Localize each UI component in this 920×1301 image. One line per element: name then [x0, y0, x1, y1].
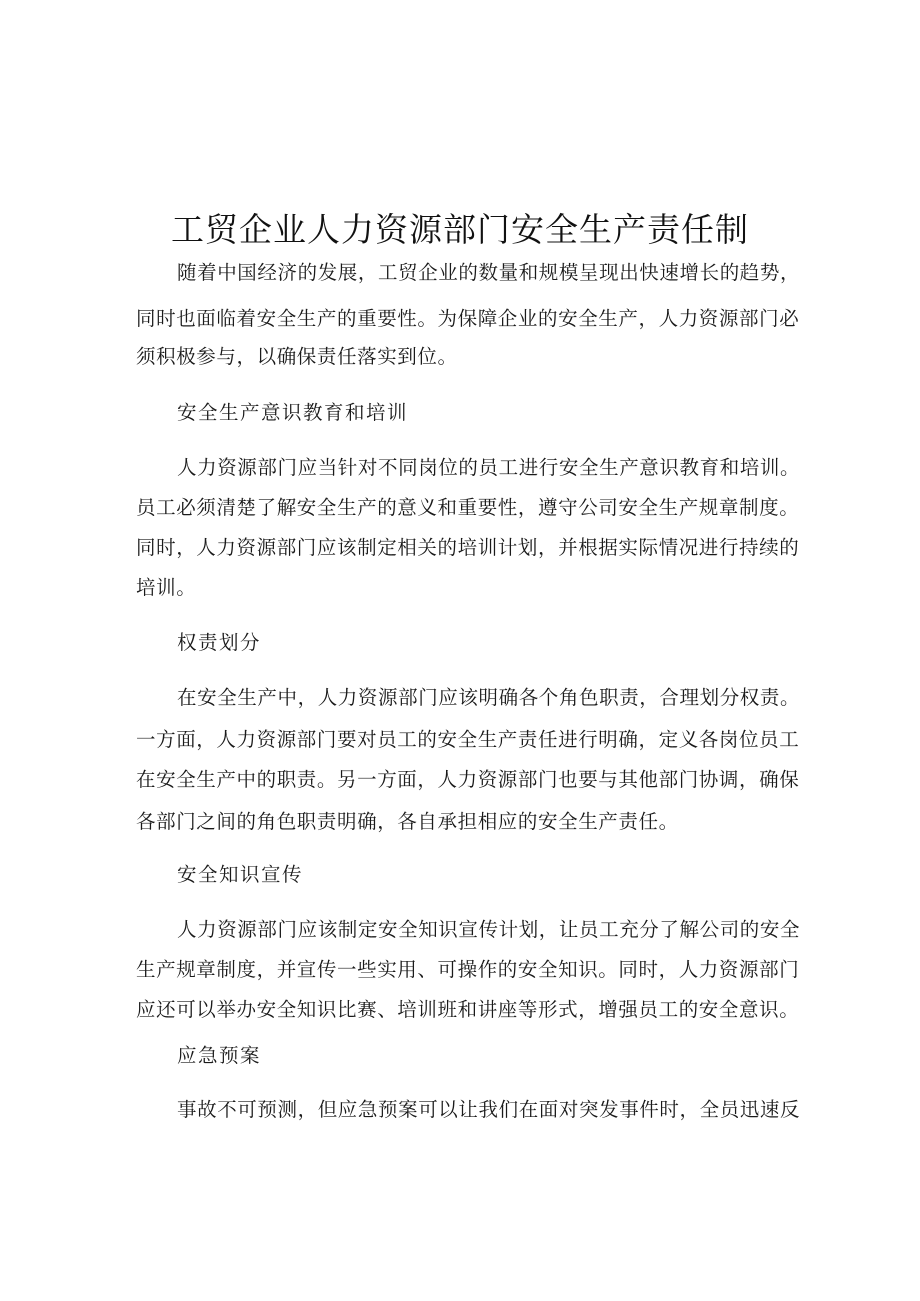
section-heading-emergency-plan: 应急预案	[177, 1044, 262, 1067]
section-3-line-3: 应还可以举办安全知识比赛、培训班和讲座等形式，增强员工的安全意识。	[136, 998, 800, 1021]
section-4-line-1: 事故不可预测，但应急预案可以让我们在面对突发事件时，全员迅速反	[177, 1098, 801, 1121]
section-1-line-2: 员工必须清楚了解安全生产的意义和重要性，遵守公司安全生产规章制度。	[136, 496, 800, 519]
section-2-line-4: 各部门之间的角色职责明确，各自承担相应的安全生产责任。	[136, 810, 679, 833]
intro-line-2: 同时也面临着安全生产的重要性。为保障企业的安全生产，人力资源部门必	[136, 307, 800, 330]
section-heading-responsibility-division: 权责划分	[177, 631, 262, 654]
document-title: 工贸企业人力资源部门安全生产责任制	[171, 210, 749, 249]
section-1-line-3: 同时，人力资源部门应该制定相关的培训计划，并根据实际情况进行持续的	[136, 536, 800, 559]
section-3-line-2: 生产规章制度，并宣传一些实用、可操作的安全知识。同时，人力资源部门	[136, 958, 800, 981]
section-2-line-2: 一方面，人力资源部门要对员工的安全生产责任进行明确，定义各岗位员工	[136, 728, 800, 751]
section-heading-safety-training: 安全生产意识教育和培训	[177, 401, 409, 424]
section-2-line-1: 在安全生产中，人力资源部门应该明确各个角色职责，合理划分权责。	[177, 686, 801, 709]
intro-line-1: 随着中国经济的发展，工贸企业的数量和规模呈现出快速增长的趋势，	[177, 261, 801, 284]
section-3-line-1: 人力资源部门应该制定安全知识宣传计划，让员工充分了解公司的安全	[177, 918, 801, 941]
section-2-line-3: 在安全生产中的职责。另一方面，人力资源部门也要与其他部门协调，确保	[136, 768, 800, 791]
intro-line-3: 须积极参与，以确保责任落实到位。	[136, 345, 458, 368]
section-heading-safety-knowledge: 安全知识宣传	[177, 863, 304, 886]
section-1-line-1: 人力资源部门应当针对不同岗位的员工进行安全生产意识教育和培训。	[177, 456, 801, 479]
section-1-line-4: 培训。	[136, 576, 197, 599]
